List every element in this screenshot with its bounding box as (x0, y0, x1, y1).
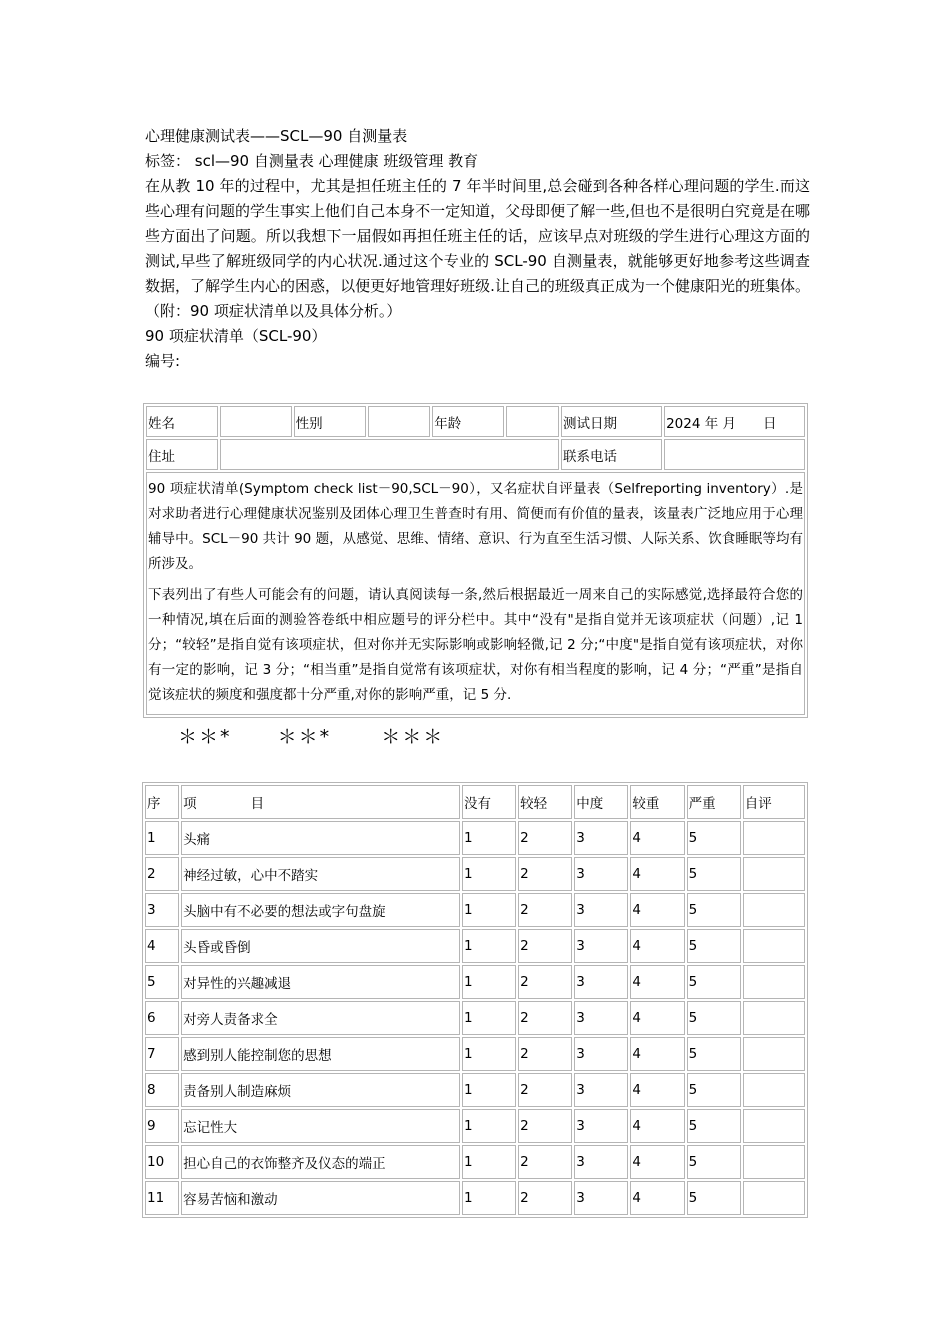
symptom-table-box (142, 782, 808, 1218)
score-fairly-severe[interactable]: 4 (630, 857, 684, 891)
score-none[interactable]: 1 (462, 965, 516, 999)
score-mild[interactable]: 2 (518, 857, 572, 891)
self-score-field[interactable] (743, 1037, 805, 1071)
info-row-contact (146, 439, 805, 470)
score-none[interactable]: 1 (462, 1145, 516, 1179)
star-divider (178, 722, 444, 749)
score-mild[interactable]: 2 (518, 1037, 572, 1071)
score-mild[interactable]: 2 (518, 1145, 572, 1179)
row-number: 7 (145, 1037, 179, 1071)
info-row-personal (146, 406, 805, 437)
address-label: 住址 (146, 439, 218, 470)
description-paragraph-1: 90 项症状清单(Symptom check list－90,SCL－90），又名症状自评量表（Selfreporting inventory）.是对求助者进行心理健康状况鉴别及团体心理卫生普查时有用、简便而有价值的量表，该量表广泛地应用于心理辅导中。SCL－90 共计 90 题，从感觉、思维、情绪、意识、行为直至生活习惯、人际关系、饮食睡眠等均有所涉及。 (148, 481, 803, 572)
self-score-field[interactable] (743, 1073, 805, 1107)
score-none[interactable]: 1 (462, 1181, 516, 1215)
row-item: 忘记性大 (181, 1109, 460, 1143)
header-severe: 严重 (687, 785, 741, 819)
score-none[interactable]: 1 (462, 1109, 516, 1143)
table-row (145, 1037, 805, 1071)
score-severe[interactable]: 5 (687, 1181, 741, 1215)
score-moderate[interactable]: 3 (574, 1037, 628, 1071)
score-fairly-severe[interactable]: 4 (630, 893, 684, 927)
table-row (145, 929, 805, 963)
score-mild[interactable]: 2 (518, 1181, 572, 1215)
row-item: 对旁人责备求全 (181, 1001, 460, 1035)
row-item: 责备别人制造麻烦 (181, 1073, 460, 1107)
score-moderate[interactable]: 3 (574, 1109, 628, 1143)
score-moderate[interactable]: 3 (574, 965, 628, 999)
score-moderate[interactable]: 3 (574, 1001, 628, 1035)
score-moderate[interactable]: 3 (574, 821, 628, 855)
score-severe[interactable]: 5 (687, 1037, 741, 1071)
score-mild[interactable]: 2 (518, 1109, 572, 1143)
row-item: 头昏或昏倒 (181, 929, 460, 963)
table-row (145, 1145, 805, 1179)
self-score-field[interactable] (743, 1181, 805, 1215)
self-score-field[interactable] (743, 965, 805, 999)
header-mild: 较轻 (518, 785, 572, 819)
header-number: 序 (145, 785, 179, 819)
row-item: 感到别人能控制您的思想 (181, 1037, 460, 1071)
header-self-score: 自评 (743, 785, 805, 819)
self-score-field[interactable] (743, 1109, 805, 1143)
score-moderate[interactable]: 3 (574, 929, 628, 963)
score-fairly-severe[interactable]: 4 (630, 1145, 684, 1179)
header-none: 没有 (462, 785, 516, 819)
score-fairly-severe[interactable]: 4 (630, 1073, 684, 1107)
gender-field[interactable] (368, 406, 430, 437)
header-fairly-severe: 较重 (630, 785, 684, 819)
score-none[interactable]: 1 (462, 1037, 516, 1071)
score-severe[interactable]: 5 (687, 893, 741, 927)
row-number: 3 (145, 893, 179, 927)
table-row (145, 1073, 805, 1107)
score-moderate[interactable]: 3 (574, 1181, 628, 1215)
description-cell (146, 472, 805, 715)
symptom-table (143, 783, 807, 1217)
score-mild[interactable]: 2 (518, 821, 572, 855)
score-mild[interactable]: 2 (518, 1073, 572, 1107)
row-item: 头痛 (181, 821, 460, 855)
table-row (145, 1109, 805, 1143)
score-moderate[interactable]: 3 (574, 893, 628, 927)
row-number: 4 (145, 929, 179, 963)
description-paragraph-2: 下表列出了有些人可能会有的问题，请认真阅读每一条,然后根据最近一周来自己的实际感觉,选择最符合您的一种情况,填在后面的测验答卷纸中相应题号的评分栏中。其中“没有"是指自觉并无该项症状（问题）,记 1 分；“较轻”是指自觉有该项症状，但对你并无实际影响或影响轻微,记 2 分;“中度"是指自觉有该项症状，对你有一定的影响，记 3 分；“相当重”是指自觉常有该项症状，对你有相当程度的影响，记 4 分；“严重”是指自觉该症状的频度和强度都十分严重,对你的影响严重，记 5 分. (148, 587, 803, 703)
info-table-box (143, 403, 808, 718)
score-severe[interactable]: 5 (687, 1109, 741, 1143)
intro-paragraph: 在从教 10 年的过程中，尤其是担任班主任的 7 年半时间里,总会碰到各种各样心理问题的学生.而这些心理有问题的学生事实上他们自己本身不一定知道，父母即便了解一些,但也不是很明白究竟是在哪些方面出了问题。所以我想下一届假如再担任班主任的话，应该早点对班级的学生进行心理这方面的测试,早些了解班级同学的内心状况.通过这个专业的 SCL-90 自测量表，就能够更好地参考这些调查数据，了解学生内心的困惑，以便更好地管理好班级.让自己的班级真正成为一个健康阳光的班集体。（附：90 项症状清单以及具体分析。） (145, 177, 810, 320)
score-mild[interactable]: 2 (518, 929, 572, 963)
score-none[interactable]: 1 (462, 893, 516, 927)
row-number: 2 (145, 857, 179, 891)
phone-field[interactable] (664, 439, 805, 470)
table-row (145, 893, 805, 927)
address-field[interactable] (220, 439, 559, 470)
score-none[interactable]: 1 (462, 1001, 516, 1035)
table-row (145, 965, 805, 999)
score-mild[interactable]: 2 (518, 965, 572, 999)
score-moderate[interactable]: 3 (574, 1073, 628, 1107)
self-score-field[interactable] (743, 893, 805, 927)
score-mild[interactable]: 2 (518, 1001, 572, 1035)
self-score-field[interactable] (743, 821, 805, 855)
row-number: 9 (145, 1109, 179, 1143)
list-title: 90 项症状清单（SCL-90） (145, 327, 327, 345)
name-label: 姓名 (146, 406, 218, 437)
score-moderate[interactable]: 3 (574, 1145, 628, 1179)
row-item: 头脑中有不必要的想法或字句盘旋 (181, 893, 460, 927)
test-date-field[interactable]: 2024 年 月 日 (664, 406, 805, 437)
table-row (145, 857, 805, 891)
row-number: 1 (145, 821, 179, 855)
star-group-2: ＊＊* (277, 726, 332, 748)
score-severe[interactable]: 5 (687, 821, 741, 855)
info-table (144, 404, 807, 717)
row-item: 容易苦恼和激动 (181, 1181, 460, 1215)
score-fairly-severe[interactable]: 4 (630, 821, 684, 855)
self-score-field[interactable] (743, 857, 805, 891)
row-number: 6 (145, 1001, 179, 1035)
intro-section (145, 124, 810, 374)
row-number: 10 (145, 1145, 179, 1179)
header-item: 项 目 (181, 785, 460, 819)
age-label: 年龄 (432, 406, 503, 437)
table-row (145, 1001, 805, 1035)
name-field[interactable] (220, 406, 291, 437)
number-label: 编号: (145, 352, 181, 370)
score-fairly-severe[interactable]: 4 (630, 1109, 684, 1143)
row-item: 对异性的兴趣减退 (181, 965, 460, 999)
info-row-description (146, 472, 805, 715)
header-moderate: 中度 (574, 785, 628, 819)
document-title: 心理健康测试表——SCL—90 自测量表 (145, 127, 408, 145)
score-none[interactable]: 1 (462, 929, 516, 963)
test-date-label: 测试日期 (561, 406, 662, 437)
row-number: 11 (145, 1181, 179, 1215)
score-moderate[interactable]: 3 (574, 857, 628, 891)
tags-line: 标签： scl—90 自测量表 心理健康 班级管理 教育 (145, 152, 479, 170)
score-severe[interactable]: 5 (687, 965, 741, 999)
row-number: 8 (145, 1073, 179, 1107)
score-severe[interactable]: 5 (687, 1145, 741, 1179)
self-score-field[interactable] (743, 1145, 805, 1179)
score-fairly-severe[interactable]: 4 (630, 1037, 684, 1071)
score-severe[interactable]: 5 (687, 1001, 741, 1035)
score-fairly-severe[interactable]: 4 (630, 1181, 684, 1215)
score-fairly-severe[interactable]: 4 (630, 1001, 684, 1035)
self-score-field[interactable] (743, 929, 805, 963)
score-none[interactable]: 1 (462, 1073, 516, 1107)
table-row (145, 1181, 805, 1215)
row-item: 神经过敏，心中不踏实 (181, 857, 460, 891)
score-none[interactable]: 1 (462, 821, 516, 855)
score-fairly-severe[interactable]: 4 (630, 965, 684, 999)
row-number: 5 (145, 965, 179, 999)
score-severe[interactable]: 5 (687, 929, 741, 963)
gender-label: 性别 (294, 406, 366, 437)
symptom-header-row (145, 785, 805, 819)
age-field[interactable] (506, 406, 559, 437)
self-score-field[interactable] (743, 1001, 805, 1035)
score-fairly-severe[interactable]: 4 (630, 929, 684, 963)
score-severe[interactable]: 5 (687, 857, 741, 891)
star-group-1: ＊＊* (178, 726, 232, 748)
score-mild[interactable]: 2 (518, 893, 572, 927)
score-none[interactable]: 1 (462, 857, 516, 891)
star-group-3: ＊＊＊ (381, 726, 445, 748)
table-row (145, 821, 805, 855)
phone-label: 联系电话 (561, 439, 662, 470)
row-item: 担心自己的衣饰整齐及仪态的端正 (181, 1145, 460, 1179)
score-severe[interactable]: 5 (687, 1073, 741, 1107)
